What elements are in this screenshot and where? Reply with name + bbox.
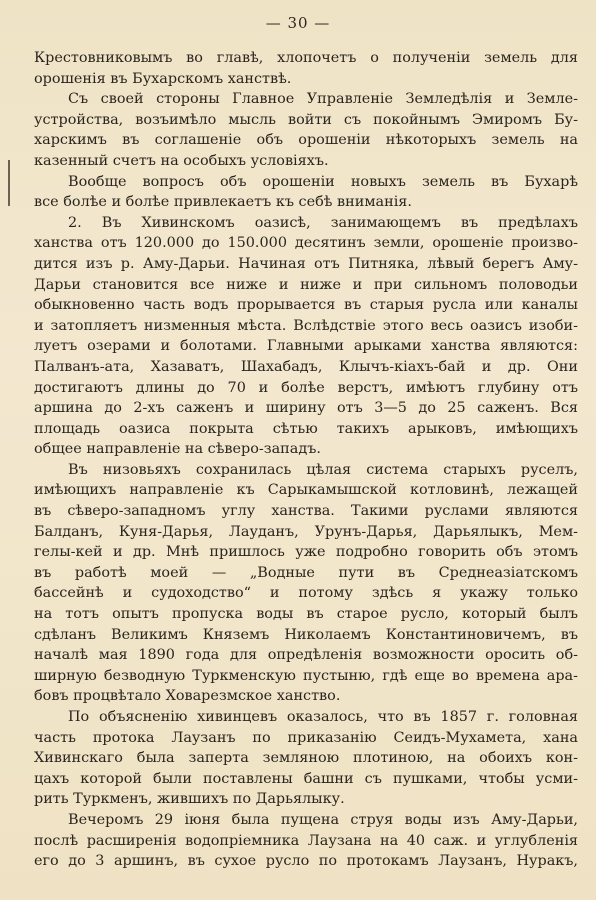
margin-mark (8, 160, 10, 206)
text-line: Балданъ, Куня-Дарья, Лауданъ, Урунъ-Дарья, Дарьялыкъ, Мем- (34, 523, 578, 540)
text-line: его до 3 аршинъ, въ сухое русло по протокамъ Лаузанъ, Нуракъ, (34, 853, 578, 870)
text-line: достигаютъ длины до 70 и болѣе верстъ, имѣютъ глубину отъ (34, 379, 578, 396)
text-line: По объясненію хивинцевъ оказалось, что въ 1857 г. головная (68, 709, 578, 725)
text-line: Хивинскаго была заперта земляною плотиною, на обоихъ кон- (34, 750, 578, 767)
text-line: Съ своей стороны Главное Управленіе Земледѣлія и Земле- (68, 91, 578, 108)
text-line: Крестовниковымъ во главѣ, хлопочетъ о полученіи земель для (34, 50, 578, 66)
text-line: дится изъ р. Аму-Дарьи. Начиная отъ Питняка, лѣвый берегъ Аму- (34, 255, 578, 272)
text-line: сдѣланъ Великимъ Княземъ Николаемъ Константиновичемъ, въ (34, 626, 578, 643)
text-line: гелы-кей и др. Мнѣ пришлось уже подробно говорить объ этомъ (34, 544, 578, 561)
text-line: въ работѣ моей — „Водные пути въ Среднеазіатскомъ (34, 564, 578, 581)
text-line: бовъ процвѣтало Ховарезмское ханство. (34, 688, 341, 705)
page-number: — 30 — (265, 14, 331, 32)
text-line: Вообще вопросъ объ орошеніи новыхъ земель въ Бухарѣ (68, 173, 578, 190)
text-line: Въ низовьяхъ сохранилась цѣлая система старыхъ руселъ, (68, 461, 578, 478)
text-line: бассейнѣ и судоходство“ и потому здѣсь я укажу только (34, 585, 578, 602)
text-line: 2. Въ Хивинскомъ оазисѣ, занимающемъ въ предѣлахъ (68, 214, 578, 231)
text-line: на тотъ опытъ пропуска воды въ старое русло, который былъ (34, 606, 578, 623)
text-line: казенный счетъ на особыхъ условіяхъ. (34, 152, 329, 169)
text-line: Вечеромъ 29 іюня была пущена струя воды изъ Аму-Дарьи, (68, 811, 578, 828)
text-line: ширную безводную Туркменскую пустыню, гдѣ еще во времена ара- (34, 667, 578, 684)
text-line: общее направленіе на сѣверо-западъ. (34, 441, 321, 458)
text-line: въ сѣверо-западномъ углу ханства. Такими руслами являются (34, 503, 578, 520)
text-line: цахъ которой были поставлены башни съ пушками, чтобы усми- (34, 770, 578, 787)
text-line: харскимъ въ соглашеніе объ орошеніи нѣкоторыхъ земель на (34, 132, 578, 149)
text-line: устройства, возъимѣло мысль войти съ покойнымъ Эмиромъ Бу- (34, 111, 578, 128)
text-line: ханства отъ 120.000 до 150.000 десятинъ земли, орошеніе произво- (34, 235, 578, 252)
text-line: орошенія въ Бухарскомъ ханствѣ. (34, 70, 292, 87)
text-line: площадь оазиса покрыта сѣтью такихъ арыковъ, имѣющихъ (34, 420, 578, 437)
text-line: и затопляетъ низменныя мѣста. Вслѣдствіе этого весь оазисъ изоби- (34, 317, 578, 334)
text-line: Палванъ-ата, Хазаватъ, Шахабадъ, Клычъ-кіахъ-бай и др. Они (34, 358, 578, 375)
text-line: рить Туркменъ, жившихъ по Дарьялыку. (34, 791, 345, 808)
text-line: часть протока Лаузанъ по приказанію Сеидъ-Мухамета, хана (34, 729, 578, 746)
text-line: послѣ расширенія водопріемника Лаузана на 40 саж. и углубленія (34, 832, 578, 849)
text-line: имѣющихъ направленіе къ Сарыкамышской котловинѣ, лежащей (34, 482, 578, 499)
text-line: аршина до 2-хъ саженъ и ширину отъ 3—5 до 25 саженъ. Вся (34, 400, 578, 417)
text-line: Дарьи становится все ниже и ниже и при сильномъ половодьи (34, 276, 578, 293)
text-line: обыкновенно часть водъ прорывается въ старыя русла или каналы (34, 297, 578, 314)
body-text (34, 48, 578, 872)
text-line: все болѣе и болѣе привлекаетъ къ себѣ вниманія. (34, 194, 412, 211)
text-line: луетъ озерами и болотами. Главными арыками ханства являются: (34, 338, 578, 355)
text-line: началѣ мая 1890 года для опредѣленія возможности оросить об- (34, 647, 578, 664)
